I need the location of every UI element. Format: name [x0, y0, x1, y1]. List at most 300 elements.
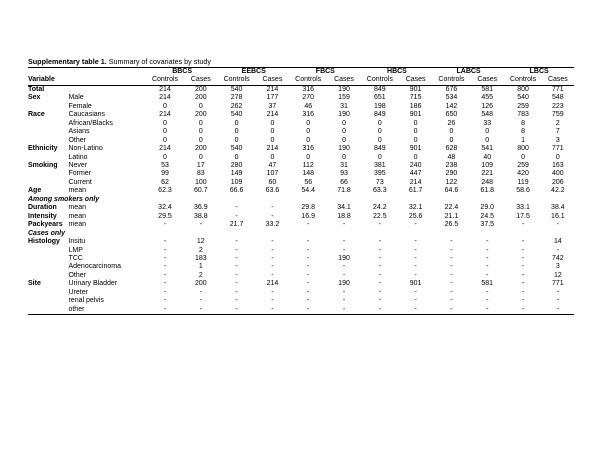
study-header-spacer	[28, 68, 146, 77]
table-cell: 259	[517, 102, 529, 110]
variable-name	[28, 179, 68, 187]
table-cell: 0	[449, 128, 454, 136]
table-cell: -	[521, 254, 525, 262]
table-cell: 290	[445, 170, 458, 178]
table-cell: 214	[159, 85, 171, 93]
table-cell: 381	[373, 161, 386, 169]
table-cell: -	[199, 297, 202, 305]
table-cell: -	[342, 271, 346, 279]
table-cell: 901	[409, 111, 422, 119]
table-cell: -	[378, 254, 381, 262]
table-cell: 200	[194, 111, 207, 119]
table-cell: 420	[517, 170, 529, 178]
variable-name: Total	[28, 85, 45, 93]
table-cell: -	[235, 204, 238, 212]
table-cell: -	[378, 280, 381, 288]
table-cell: -	[450, 238, 453, 246]
table-cell: 40	[483, 153, 492, 161]
table-cell: 742	[552, 254, 564, 262]
column-header: Cases	[470, 76, 504, 85]
table-cell: 0	[306, 119, 311, 127]
document	[28, 57, 574, 315]
section-label: Among smokers only	[28, 195, 100, 203]
sub-category: Other	[68, 136, 86, 144]
table-cell: 238	[445, 161, 458, 169]
table-cell: 650	[445, 111, 458, 119]
table-cell: -	[378, 271, 381, 279]
table-cell: 31	[340, 102, 348, 110]
table-cell: 61.7	[408, 187, 423, 195]
table-cell: -	[235, 297, 238, 305]
table-cell: 183	[194, 254, 207, 262]
table-cell: 190	[338, 254, 350, 262]
table-cell: -	[414, 263, 417, 271]
table-row	[28, 154, 574, 162]
sub-category: mean	[68, 187, 86, 195]
table-cell: 14	[553, 238, 562, 246]
table-cell: -	[271, 246, 274, 254]
table-cell: 119	[517, 178, 529, 186]
table-cell: -	[163, 254, 167, 262]
table-cell: 17	[196, 161, 205, 169]
table-cell: 2	[555, 119, 560, 127]
study-name: LABCS	[433, 68, 505, 77]
table-cell: -	[433, 306, 470, 315]
covariates-table	[28, 67, 574, 315]
table-cell: 0	[163, 136, 167, 144]
table-cell: 200	[194, 280, 207, 288]
table-cell: -	[235, 280, 238, 288]
column-header: Cases	[542, 76, 574, 85]
table-cell: -	[521, 263, 525, 271]
variable-name	[28, 128, 68, 136]
table-cell: -	[521, 288, 525, 296]
table-cell: 0	[377, 153, 382, 161]
table-row	[28, 111, 574, 119]
table-cell: 109	[230, 178, 243, 186]
table-cell: -	[307, 246, 310, 254]
table-cell: 190	[338, 280, 350, 288]
table-cell: -	[450, 297, 453, 305]
sub-category: Female	[68, 102, 92, 110]
table-row	[28, 94, 574, 102]
table-cell: 34.1	[337, 204, 351, 212]
table-cell: -	[521, 271, 525, 279]
table-cell: 21.1	[444, 212, 459, 220]
table-cell: -	[486, 254, 489, 262]
table-cell: 60.7	[193, 187, 208, 195]
table-cell: 12	[196, 238, 205, 246]
table-row	[28, 289, 574, 297]
table-cell: 60	[268, 178, 277, 186]
table-cell: 759	[552, 111, 564, 119]
table-cell: 63.3	[373, 187, 387, 195]
table-cell: 540	[517, 94, 529, 102]
table-cell: 541	[481, 145, 494, 153]
table-cell: 26	[447, 119, 456, 127]
table-cell: -	[307, 288, 310, 296]
table-cell: 0	[270, 128, 275, 136]
table-cell: 214	[266, 85, 279, 93]
table-cell: -	[307, 238, 310, 246]
table-cell: 0	[306, 153, 311, 161]
table-cell: 0	[270, 119, 275, 127]
table-cell: 0	[377, 128, 382, 136]
variable-name: Age	[28, 187, 42, 195]
table-cell: 3	[555, 136, 560, 144]
table-cell: 0	[413, 153, 418, 161]
table-cell: 771	[552, 280, 564, 288]
table-row	[28, 103, 574, 111]
column-header: Cases	[255, 76, 289, 85]
table-cell: 31	[340, 161, 348, 169]
table-cell: -	[521, 246, 525, 254]
table-cell: 8	[521, 119, 525, 127]
variable-name	[28, 154, 68, 162]
sub-category: LMP	[68, 246, 83, 254]
table-cell: -	[163, 271, 167, 279]
table-cell: 0	[485, 136, 490, 144]
table-cell: -	[235, 254, 238, 262]
table-cell: -	[163, 280, 167, 288]
table-cell: 38.4	[551, 204, 565, 212]
variable-name	[28, 170, 68, 178]
table-cell: 66	[340, 178, 348, 186]
table-cell: 0	[485, 128, 490, 136]
table-cell: 214	[159, 94, 171, 102]
column-header: Controls	[504, 76, 541, 85]
table-cell: 0	[555, 153, 560, 161]
table-row	[28, 162, 574, 170]
table-row	[28, 85, 574, 94]
variable-name: Sex	[28, 94, 41, 102]
study-name: BBCS	[146, 68, 218, 77]
table-cell: 21.7	[229, 221, 244, 229]
table-cell: 800	[517, 145, 529, 153]
table-row	[28, 187, 574, 195]
table-cell: -	[450, 263, 453, 271]
table-cell: -	[378, 288, 381, 296]
table-cell: -	[414, 288, 417, 296]
table-cell: 0	[198, 136, 203, 144]
table-cell: 0	[413, 128, 418, 136]
table-cell: -	[450, 288, 453, 296]
table-cell: -	[450, 246, 453, 254]
variable-name	[28, 289, 68, 297]
table-cell: 2	[198, 246, 203, 254]
table-cell: 849	[373, 85, 386, 93]
table-cell: 148	[302, 170, 315, 178]
table-cell: 37.5	[480, 221, 495, 229]
table-cell: -	[163, 246, 167, 254]
table-cell: 771	[552, 145, 564, 153]
table-cell: 83	[196, 170, 205, 178]
variable-name: Packyears	[28, 221, 63, 229]
table-cell: -	[486, 288, 489, 296]
table-cell: 53	[161, 161, 169, 169]
variable-name: Duration	[28, 204, 57, 212]
sub-category: Insitu	[68, 238, 86, 246]
table-row	[28, 297, 574, 305]
variable-name	[28, 137, 68, 145]
sub-category: TCC	[68, 254, 83, 262]
sub-category: renal pelvis	[68, 297, 104, 305]
table-cell: 16.1	[551, 212, 565, 220]
table-cell: 0	[306, 128, 311, 136]
table-cell: 29.8	[301, 204, 316, 212]
table-cell: -	[414, 297, 417, 305]
table-cell: 22.4	[444, 204, 459, 212]
table-row	[28, 221, 574, 229]
table-cell: 0	[198, 102, 203, 110]
table-cell: 534	[445, 94, 458, 102]
table-cell: 540	[230, 85, 243, 93]
table-cell: 32.4	[158, 204, 172, 212]
table-cell: 0	[198, 119, 203, 127]
table-cell: 0	[306, 136, 311, 144]
table-cell: -	[255, 306, 289, 315]
table-cell: -	[307, 280, 310, 288]
table-cell: 190	[338, 145, 350, 153]
caption-label: Supplementary table 1.	[28, 57, 107, 66]
table-cell: -	[342, 297, 346, 305]
study-header-row	[28, 68, 574, 77]
table-row	[28, 137, 574, 145]
table-cell: 190	[338, 111, 350, 119]
table-cell: 198	[373, 102, 386, 110]
table-cell: 278	[230, 94, 243, 102]
table-cell: 540	[230, 111, 243, 119]
sub-category	[68, 85, 146, 94]
sub-category: Caucasians	[68, 111, 106, 119]
table-cell: -	[414, 221, 417, 229]
table-cell: -	[521, 238, 525, 246]
table-cell: 0	[413, 119, 418, 127]
table-cell: 71.8	[337, 187, 351, 195]
table-cell: 7	[555, 128, 560, 136]
variable-name: Smoking	[28, 161, 58, 169]
sub-category: mean	[68, 212, 86, 220]
table-cell: 29.0	[480, 204, 495, 212]
table-cell: -	[271, 204, 274, 212]
table-cell: 214	[266, 111, 279, 119]
table-cell: 142	[445, 102, 458, 110]
sub-category: other	[68, 306, 146, 315]
table-cell: 0	[198, 153, 203, 161]
table-cell: 214	[409, 178, 422, 186]
table-cell: 24.5	[480, 212, 495, 220]
table-cell: -	[307, 254, 310, 262]
table-cell: -	[271, 212, 274, 220]
table-cell: -	[450, 280, 453, 288]
table-cell: -	[163, 221, 167, 229]
column-header: Cases	[184, 76, 218, 85]
table-cell: -	[378, 238, 381, 246]
table-row	[28, 280, 574, 288]
variable-name	[28, 103, 68, 111]
sub-category: Latino	[68, 153, 88, 161]
table-cell: -	[378, 221, 381, 229]
table-cell: 33.2	[265, 221, 280, 229]
table-cell: -	[199, 288, 202, 296]
table-cell: 36.9	[193, 204, 208, 212]
variable-name: Site	[28, 280, 41, 288]
table-cell: 66.6	[229, 187, 244, 195]
table-cell: 548	[552, 94, 564, 102]
table-cell: 16.9	[301, 212, 316, 220]
table-cell: 0	[270, 136, 275, 144]
table-cell: -	[414, 246, 417, 254]
table-cell: 849	[373, 145, 386, 153]
table-cell: -	[271, 297, 274, 305]
table-cell: 0	[449, 136, 454, 144]
table-row	[28, 263, 574, 271]
section-row	[28, 230, 574, 238]
variable-name	[28, 306, 68, 315]
table-cell: 126	[481, 102, 494, 110]
table-cell: 248	[481, 178, 494, 186]
table-cell: 901	[409, 280, 422, 288]
table-cell: 0	[198, 128, 203, 136]
table-cell: -	[307, 271, 310, 279]
variable-name	[28, 255, 68, 263]
section-row	[28, 196, 574, 204]
table-cell: -	[342, 288, 346, 296]
study-name: FBCS	[290, 68, 362, 77]
table-cell: 122	[445, 178, 458, 186]
table-cell: 24.2	[373, 204, 387, 212]
table-cell: 715	[409, 94, 422, 102]
table-cell: -	[542, 306, 574, 315]
table-cell: -	[235, 246, 238, 254]
column-header: Controls	[146, 76, 183, 85]
sub-category: Non-Latino	[68, 145, 103, 153]
table-cell: 38.8	[193, 212, 208, 220]
table-cell: 548	[481, 111, 494, 119]
table-cell: 901	[409, 85, 422, 93]
table-cell: -	[521, 297, 525, 305]
variable-name: Race	[28, 111, 45, 119]
table-cell: 12	[553, 271, 562, 279]
table-cell: -	[199, 221, 202, 229]
table-cell: -	[271, 254, 274, 262]
table-cell: -	[307, 263, 310, 271]
table-cell: -	[486, 238, 489, 246]
table-cell: -	[470, 306, 504, 315]
table-row	[28, 179, 574, 187]
table-cell: 109	[481, 161, 494, 169]
table-cell: 56	[304, 178, 313, 186]
table-cell: 17.5	[516, 212, 530, 220]
table-cell: 223	[552, 102, 564, 110]
table-cell: -	[342, 221, 346, 229]
sub-category: Male	[68, 94, 84, 102]
table-cell: -	[450, 254, 453, 262]
table-cell: 61.8	[480, 187, 495, 195]
table-cell: 221	[481, 170, 494, 178]
table-cell: -	[271, 263, 274, 271]
table-cell: 46	[304, 102, 313, 110]
table-cell: -	[342, 238, 346, 246]
table-cell: 206	[552, 178, 564, 186]
table-cell: 42.2	[551, 187, 565, 195]
table-cell: 901	[409, 145, 422, 153]
table-cell: -	[235, 212, 238, 220]
table-cell: 26.5	[444, 221, 459, 229]
table-cell: -	[184, 306, 218, 315]
table-cell: 395	[373, 170, 386, 178]
table-cell: 540	[230, 145, 243, 153]
table-cell: 107	[266, 170, 279, 178]
sub-category: African/Blacks	[68, 119, 113, 127]
table-row	[28, 120, 574, 128]
table-cell: 3	[555, 263, 560, 271]
table-cell: 581	[481, 85, 494, 93]
table-cell: 62.3	[158, 187, 172, 195]
table-cell: -	[235, 288, 238, 296]
table-cell: 316	[302, 145, 315, 153]
table-cell: 159	[338, 94, 350, 102]
table-cell: 200	[194, 145, 207, 153]
table-cell: 0	[342, 128, 346, 136]
table-cell: 32.1	[408, 204, 423, 212]
table-cell: 58.6	[516, 187, 530, 195]
table-cell: -	[486, 263, 489, 271]
table-cell: 100	[194, 178, 207, 186]
table-cell: 214	[159, 111, 171, 119]
table-cell: -	[450, 271, 453, 279]
caption-text: Summary of covariates by study	[108, 57, 211, 66]
table-cell: 262	[230, 102, 243, 110]
table-cell: -	[556, 221, 560, 229]
table-cell: 73	[375, 178, 384, 186]
table-cell: -	[307, 297, 310, 305]
table-row	[28, 204, 574, 212]
table-row	[28, 306, 574, 315]
table-cell: 783	[517, 111, 529, 119]
table-cell: 240	[409, 161, 422, 169]
table-cell: 581	[481, 280, 494, 288]
sub-category: Former	[68, 170, 92, 178]
table-cell: -	[163, 263, 167, 271]
table-cell: -	[342, 263, 346, 271]
sub-category: Asians	[68, 128, 90, 136]
table-cell: 0	[234, 153, 239, 161]
table-cell: 163	[552, 161, 564, 169]
table-cell: -	[378, 246, 381, 254]
table-cell: 33.1	[516, 204, 530, 212]
variable-header: Variable	[28, 76, 146, 85]
table-cell: 200	[194, 85, 207, 93]
table-cell: 18.8	[337, 212, 351, 220]
study-name: HBCS	[361, 68, 433, 77]
table-cell: 676	[445, 85, 458, 93]
sub-category: Ureter	[68, 288, 88, 296]
table-cell: 0	[377, 119, 382, 127]
table-cell: 0	[342, 153, 346, 161]
table-cell: 0	[377, 136, 382, 144]
column-header: Controls	[361, 76, 398, 85]
table-row	[28, 170, 574, 178]
table-cell: 186	[409, 102, 422, 110]
sub-category: Never	[68, 161, 88, 169]
variable-name: Intensity	[28, 212, 57, 220]
table-cell: 316	[302, 111, 315, 119]
sub-category: mean	[68, 204, 86, 212]
table-cell: -	[271, 288, 274, 296]
sub-category: Current	[68, 178, 92, 186]
variable-name: Ethnicity	[28, 145, 58, 153]
